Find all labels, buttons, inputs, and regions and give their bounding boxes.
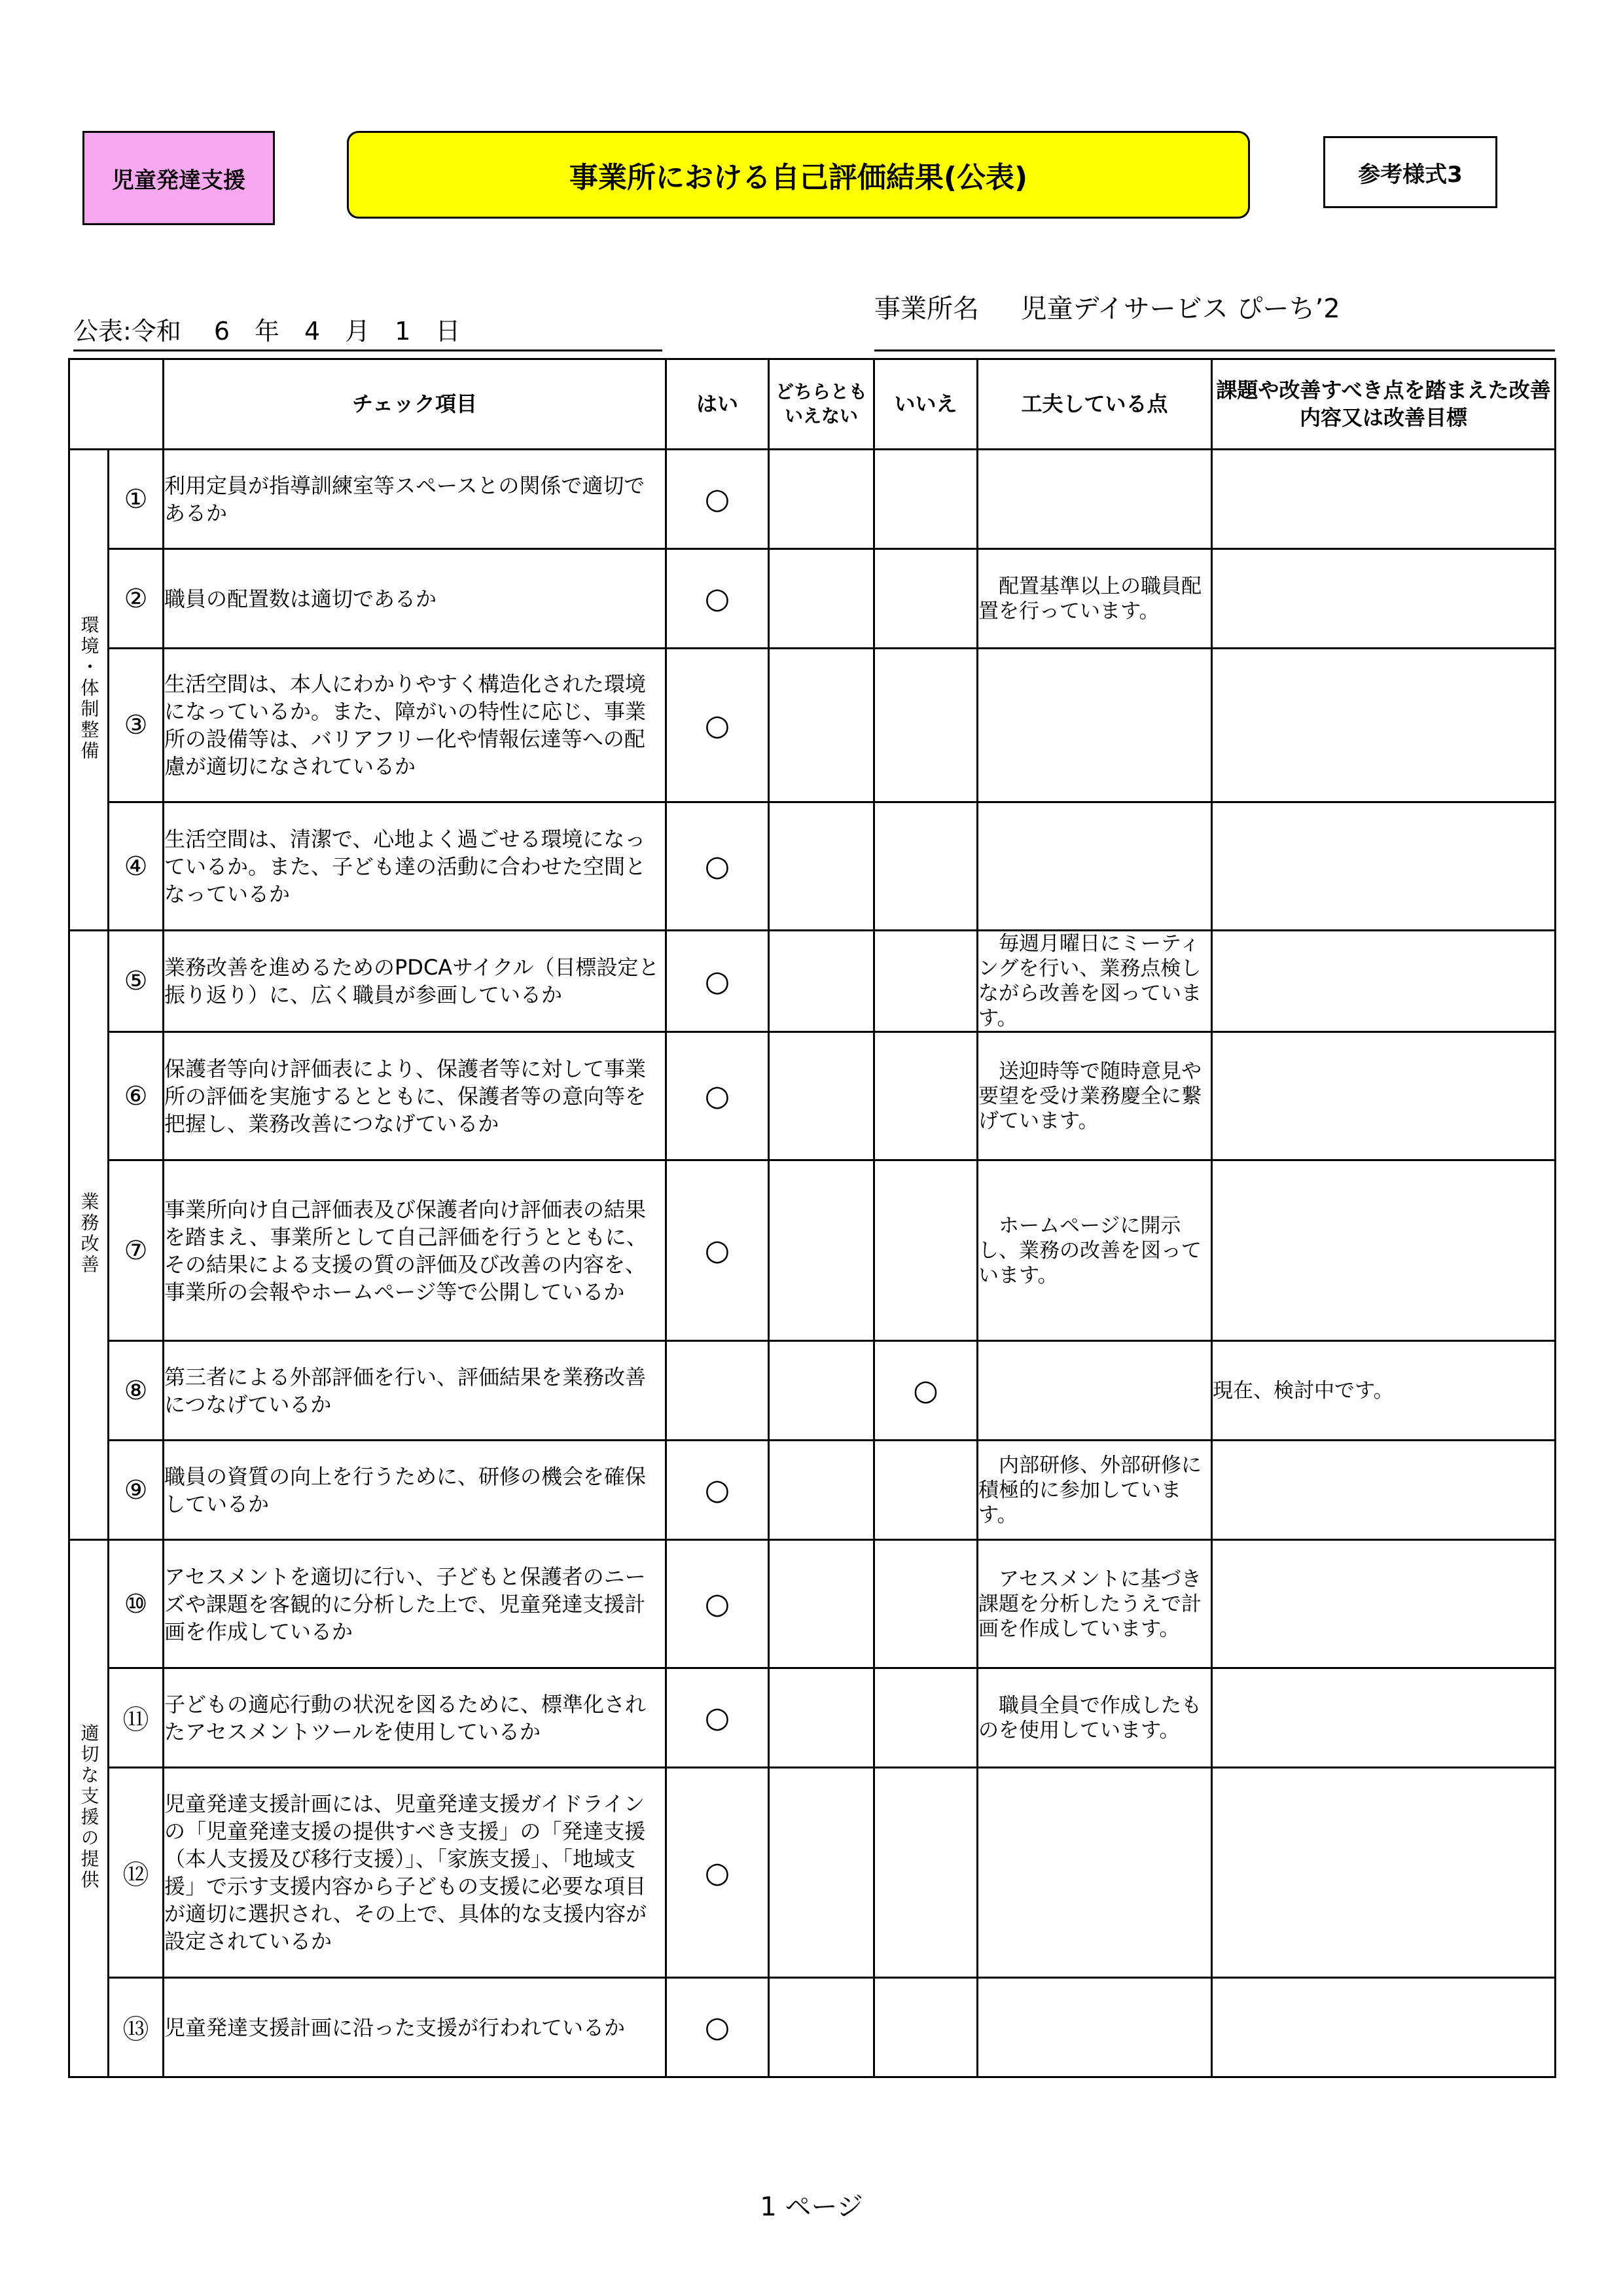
effort-note xyxy=(978,931,1212,1032)
office-label: 事業所名 xyxy=(874,294,979,324)
table-row xyxy=(69,1540,1556,1668)
effort-note xyxy=(978,649,1212,802)
yes-mark: ○ xyxy=(666,649,769,802)
no-mark xyxy=(874,931,978,1032)
effort-note xyxy=(978,1540,1212,1668)
header-efforts: 工夫している点 xyxy=(978,359,1212,450)
improvement-note xyxy=(1212,931,1556,1032)
yes-mark: ○ xyxy=(666,1032,769,1160)
header-improvements: 課題や改善すべき点を踏まえた改善内容又は改善目標 xyxy=(1212,359,1556,450)
neutral-mark xyxy=(769,802,874,931)
row-number: ⑨ xyxy=(109,1441,164,1540)
yes-mark: ○ xyxy=(666,1441,769,1540)
no-mark xyxy=(874,1540,978,1668)
header-row xyxy=(69,359,1556,450)
improvement-note xyxy=(1212,1768,1556,1978)
neutral-mark xyxy=(769,549,874,649)
neutral-mark xyxy=(769,649,874,802)
row-number: ⑬ xyxy=(109,1978,164,2077)
table-row xyxy=(69,1160,1556,1341)
yes-mark: ○ xyxy=(666,1668,769,1768)
no-mark xyxy=(874,1032,978,1160)
table-row xyxy=(69,1978,1556,2077)
improvement-note xyxy=(1212,649,1556,802)
improvement-note xyxy=(1212,1978,1556,2077)
header-item: チェック項目 xyxy=(164,359,666,450)
no-mark: ○ xyxy=(874,1341,978,1441)
effort-note xyxy=(978,1978,1212,2077)
neutral-mark xyxy=(769,1978,874,2077)
effort-note xyxy=(978,1668,1212,1768)
check-item: 保護者等向け評価表により、保護者等に対して事業所の評価を実施するとともに、保護者等の意向等を把握し、業務改善につなげているか xyxy=(164,1032,666,1160)
neutral-mark xyxy=(769,1441,874,1540)
table-row xyxy=(69,549,1556,649)
row-number: ① xyxy=(109,450,164,549)
effort-note xyxy=(978,1032,1212,1160)
check-item: 利用定員が指導訓練室等スペースとの関係で適切であるか xyxy=(164,450,666,549)
no-mark xyxy=(874,1160,978,1341)
effort-note xyxy=(978,1768,1212,1978)
no-mark xyxy=(874,1768,978,1978)
check-item: 業務改善を進めるためのPDCAサイクル（目標設定と振り返り）に、広く職員が参画しているか xyxy=(164,931,666,1032)
improvement-note xyxy=(1212,549,1556,649)
check-item: 児童発達支援計画には、児童発達支援ガイドラインの「児童発達支援の提供すべき支援」の「発達支援（本人支援及び移行支援）」、「家族支援」、「地域支援」で示す支援内容から子どもの支援に必要な項目が適切に選択され、その上で、具体的な支援内容が設定されているか xyxy=(164,1768,666,1978)
effort-note xyxy=(978,802,1212,931)
neutral-mark xyxy=(769,1668,874,1768)
yes-mark: ○ xyxy=(666,1540,769,1668)
check-item: 事業所向け自己評価表及び保護者向け評価表の結果を踏まえ、事業所として自己評価を行うとともに、その結果による支援の質の評価及び改善の内容を、事業所の会報やホームページ等で公開しているか xyxy=(164,1160,666,1341)
office-name: 児童デイサービス ぴーち’2 xyxy=(1020,294,1340,324)
category-label: 業務改善 xyxy=(78,1192,100,1276)
effort-text: 毎週月曜日にミーティングを行い、業務点検しながら改善を図っています。 xyxy=(978,932,1202,1030)
no-mark xyxy=(874,1668,978,1768)
row-number: ⑦ xyxy=(109,1160,164,1341)
row-number: ② xyxy=(109,549,164,649)
neutral-mark xyxy=(769,1341,874,1441)
effort-note xyxy=(978,450,1212,549)
row-number: ⑥ xyxy=(109,1032,164,1160)
no-mark xyxy=(874,1441,978,1540)
yes-mark: ○ xyxy=(666,1160,769,1341)
header-yes: はい xyxy=(666,359,769,450)
row-number: ⑫ xyxy=(109,1768,164,1978)
effort-text: 配置基準以上の職員配置を行っています。 xyxy=(978,574,1202,623)
check-item: 職員の資質の向上を行うために、研修の機会を確保しているか xyxy=(164,1441,666,1540)
table-row xyxy=(69,1341,1556,1441)
page-number: 1 ページ xyxy=(760,2192,863,2222)
neutral-mark xyxy=(769,450,874,549)
effort-text: アセスメントに基づき課題を分析したうえで計画を作成しています。 xyxy=(978,1567,1202,1641)
self-evaluation-table xyxy=(68,358,1556,2078)
effort-text: ホームページに開示し、業務の改善を図っています。 xyxy=(978,1213,1202,1287)
improvement-note xyxy=(1212,1160,1556,1341)
neutral-mark xyxy=(769,1032,874,1160)
check-item: 生活空間は、清潔で、心地よく過ごせる環境になっているか。また、子ども達の活動に合わせた空間となっているか xyxy=(164,802,666,931)
no-mark xyxy=(874,802,978,931)
effort-note xyxy=(978,1160,1212,1341)
yes-mark: ○ xyxy=(666,549,769,649)
check-item: アセスメントを適切に行い、子どもと保護者のニーズや課題を客観的に分析した上で、児童発達支援計画を作成しているか xyxy=(164,1540,666,1668)
yes-mark: ○ xyxy=(666,1978,769,2077)
category-cell xyxy=(69,931,109,1540)
category-label: 環境・体制整備 xyxy=(78,615,100,762)
improvement-note xyxy=(1212,1032,1556,1160)
check-item: 職員の配置数は適切であるか xyxy=(164,549,666,649)
improvement-note xyxy=(1212,450,1556,549)
neutral-mark xyxy=(769,931,874,1032)
no-mark xyxy=(874,649,978,802)
header-neutral: どちらとも いえない xyxy=(769,359,874,450)
page-title: 事業所における自己評価結果(公表) xyxy=(347,131,1250,219)
yes-mark: ○ xyxy=(666,450,769,549)
header-no: いいえ xyxy=(874,359,978,450)
effort-text: 内部研修、外部研修に積極的に参加しています。 xyxy=(978,1453,1202,1527)
table-row xyxy=(69,1768,1556,1978)
check-item: 生活空間は、本人にわかりやすく構造化された環境になっているか。また、障がいの特性に応じ、事業所の設備等は、バリアフリー化や情報伝達等への配慮が適切になされているか xyxy=(164,649,666,802)
office-name-line xyxy=(874,289,1555,351)
yes-mark: ○ xyxy=(666,1768,769,1978)
effort-text: 職員全員で作成したものを使用しています。 xyxy=(978,1693,1202,1742)
header-blank xyxy=(69,359,164,450)
table-row xyxy=(69,1668,1556,1768)
row-number: ⑧ xyxy=(109,1341,164,1441)
effort-note xyxy=(978,1441,1212,1540)
check-item: 子どもの適応行動の状況を図るために、標準化されたアセスメントツールを使用しているか xyxy=(164,1668,666,1768)
row-number: ⑩ xyxy=(109,1540,164,1668)
improvement-note xyxy=(1212,1540,1556,1668)
improvement-note xyxy=(1212,802,1556,931)
effort-note xyxy=(978,549,1212,649)
row-number: ⑤ xyxy=(109,931,164,1032)
neutral-mark xyxy=(769,1160,874,1341)
table-row xyxy=(69,450,1556,549)
check-item: 児童発達支援計画に沿った支援が行われているか xyxy=(164,1978,666,2077)
effort-note xyxy=(978,1341,1212,1441)
neutral-mark xyxy=(769,1540,874,1668)
no-mark xyxy=(874,1978,978,2077)
no-mark xyxy=(874,549,978,649)
yes-mark xyxy=(666,1341,769,1441)
improvement-text: 現在、検討中です。 xyxy=(1213,1378,1394,1403)
table-row xyxy=(69,1032,1556,1160)
row-number: ④ xyxy=(109,802,164,931)
table-row xyxy=(69,931,1556,1032)
category-label: 適切な支援の提供 xyxy=(78,1723,100,1891)
table-row xyxy=(69,649,1556,802)
check-item: 第三者による外部評価を行い、評価結果を業務改善につなげているか xyxy=(164,1341,666,1441)
table-row xyxy=(69,802,1556,931)
form-label: 参考様式3 xyxy=(1323,136,1497,208)
effort-text: 送迎時等で随時意見や要望を受け業務慶全に繋げています。 xyxy=(978,1059,1202,1133)
no-mark xyxy=(874,450,978,549)
row-number: ⑪ xyxy=(109,1668,164,1768)
publication-date: 公表:令和 6 年 4 月 1 日 xyxy=(73,313,662,351)
improvement-note xyxy=(1212,1341,1556,1441)
category-tag: 児童発達支援 xyxy=(82,131,275,225)
yes-mark: ○ xyxy=(666,931,769,1032)
category-cell xyxy=(69,1540,109,2077)
yes-mark: ○ xyxy=(666,802,769,931)
improvement-note xyxy=(1212,1668,1556,1768)
improvement-note xyxy=(1212,1441,1556,1540)
neutral-mark xyxy=(769,1768,874,1978)
category-cell xyxy=(69,450,109,931)
row-number: ③ xyxy=(109,649,164,802)
table-row xyxy=(69,1441,1556,1540)
